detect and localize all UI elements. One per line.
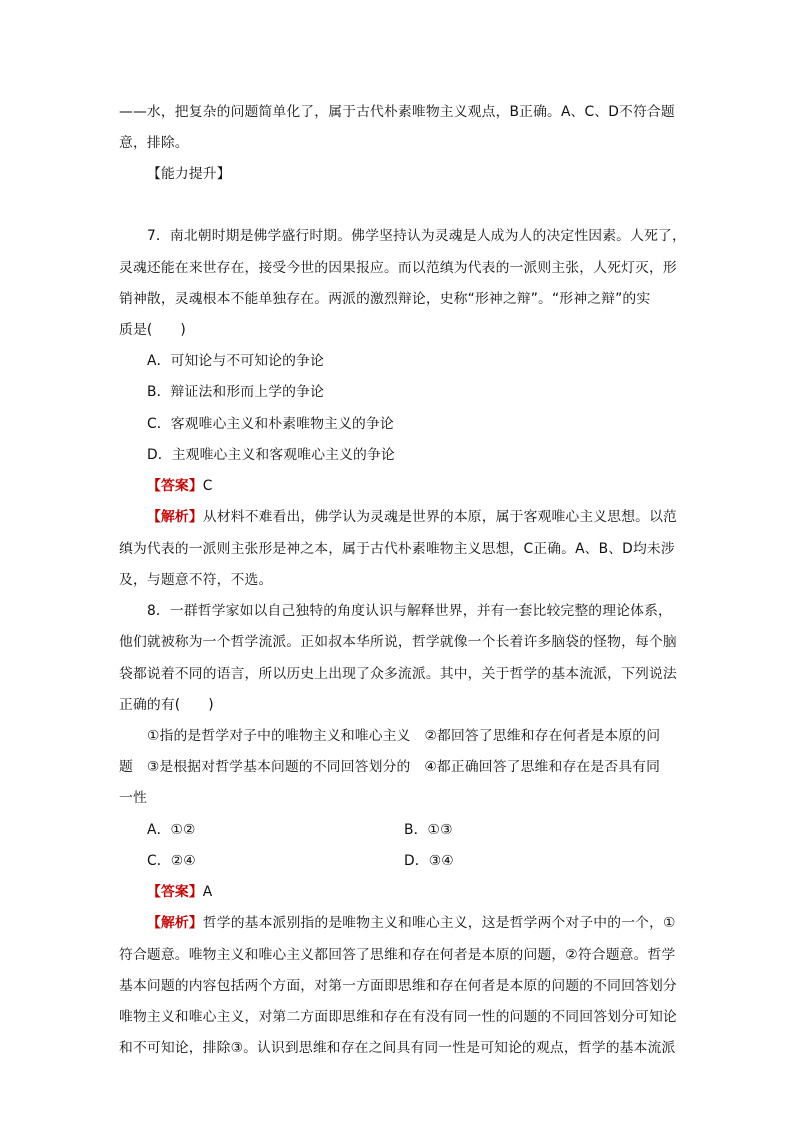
q7-stem-line-4: 质是( ) bbox=[119, 322, 186, 338]
q8-option-a: A．①② bbox=[147, 822, 196, 838]
q8-answer-label: 【答案】 bbox=[147, 884, 203, 900]
q8-stem-line-2: 他们就被称为一个哲学流派。正如叔本华所说，哲学就像一个长着许多脑袋的怪物，每个脑 bbox=[119, 634, 677, 650]
q7-answer-label: 【答案】 bbox=[147, 478, 203, 494]
section-title: 【能力提升】 bbox=[147, 166, 231, 182]
q8-option-b: B．①③ bbox=[404, 822, 453, 838]
q7-analysis-line-2: 缜为代表的一派则主张形是神之本，属于古代朴素唯物主义思想，C正确。A、B、D均未涉 bbox=[119, 541, 675, 557]
q8-analysis-line-3: 基本问题的内容包括两个方面，对第一方面即思维和存在何者是本原的问题的不同回答划分 bbox=[119, 978, 677, 994]
q8-item-line-2: 题 ③是根据对哲学基本问题的不同回答划分的 ④都正确回答了思维和存在是否具有同 bbox=[119, 759, 661, 775]
q7-option-b: B．辩证法和形而上学的争论 bbox=[147, 384, 324, 400]
q8-analysis-line-5: 和不可知论，排除③。认识到思维和存在之间具有同一性是可知论的观点，哲学的基本流派 bbox=[119, 1040, 676, 1056]
q8-analysis-label: 【解析】 bbox=[147, 915, 203, 931]
q7-analysis-line-1: 【解析】从材料不难看出，佛学认为灵魂是世界的本原，属于客观唯心主义思想。以范 bbox=[147, 509, 677, 525]
q8-answer-value: A bbox=[202, 884, 213, 900]
q7-stem-line-1: 7．南北朝时期是佛学盛行时期。佛学坚持认为灵魂是人成为人的决定性因素。人死了， bbox=[147, 228, 686, 244]
q8-analysis-line-2: 符合题意。唯物主义和唯心主义都回答了思维和存在何者是本原的问题，②符合题意。哲学 bbox=[119, 947, 676, 963]
q8-analysis-line-1: 【解析】哲学的基本派别指的是唯物主义和唯心主义，这是哲学两个对子中的一个，① bbox=[147, 915, 676, 931]
q8-stem-line-3: 袋都说着不同的语言，所以历史上出现了众多流派。其中，关于哲学的基本流派，下列说法 bbox=[119, 666, 677, 682]
q7-stem-line-3: 销神散，灵魂根本不能单独存在。两派的激烈辩论，史称“形神之辩”。“形神之辩”的实 bbox=[119, 291, 651, 307]
q8-analysis-line-4: 唯物主义和唯心主义，对第二方面即思维和存在有没有同一性的问题的不同回答划分可知论 bbox=[119, 1009, 677, 1025]
q7-analysis-line-3: 及，与题意不符，不选。 bbox=[119, 572, 273, 588]
q7-option-d: D．主观唯心主义和客观唯心主义的争论 bbox=[147, 447, 395, 463]
q7-answer-value: C bbox=[202, 478, 213, 494]
q7-stem-line-2: 灵魂还能在来世存在，接受今世的因果报应。而以范缜为代表的一派则主张，人死灯灭，形 bbox=[119, 260, 677, 276]
q7-option-a: A．可知论与不可知论的争论 bbox=[147, 353, 324, 369]
q8-option-d: D．③④ bbox=[404, 853, 454, 869]
q7-option-c: C．客观唯心主义和朴素唯物主义的争论 bbox=[147, 416, 394, 432]
q7-analysis-label: 【解析】 bbox=[147, 509, 203, 525]
q8-item-line-3: 一性 bbox=[119, 790, 147, 806]
q8-answer bbox=[147, 882, 212, 902]
q8-stem-line-1: 8．一群哲学家如以自己独特的角度认识与解释世界，并有一套比较完整的理论体系， bbox=[147, 603, 672, 619]
intro-line-1: ——水，把复杂的问题简单化了，属于古代朴素唯物主义观点，B正确。A、C、D不符合题 bbox=[119, 104, 675, 120]
intro-line-2: 意，排除。 bbox=[119, 135, 189, 151]
q8-item-line-1: ①指的是哲学对子中的唯物主义和唯心主义 ②都回答了思维和存在何者是本原的问 bbox=[147, 728, 661, 744]
q8-stem-line-4: 正确的有( ) bbox=[119, 697, 214, 713]
q8-option-c: C．②④ bbox=[147, 853, 196, 869]
q7-answer bbox=[147, 476, 213, 496]
